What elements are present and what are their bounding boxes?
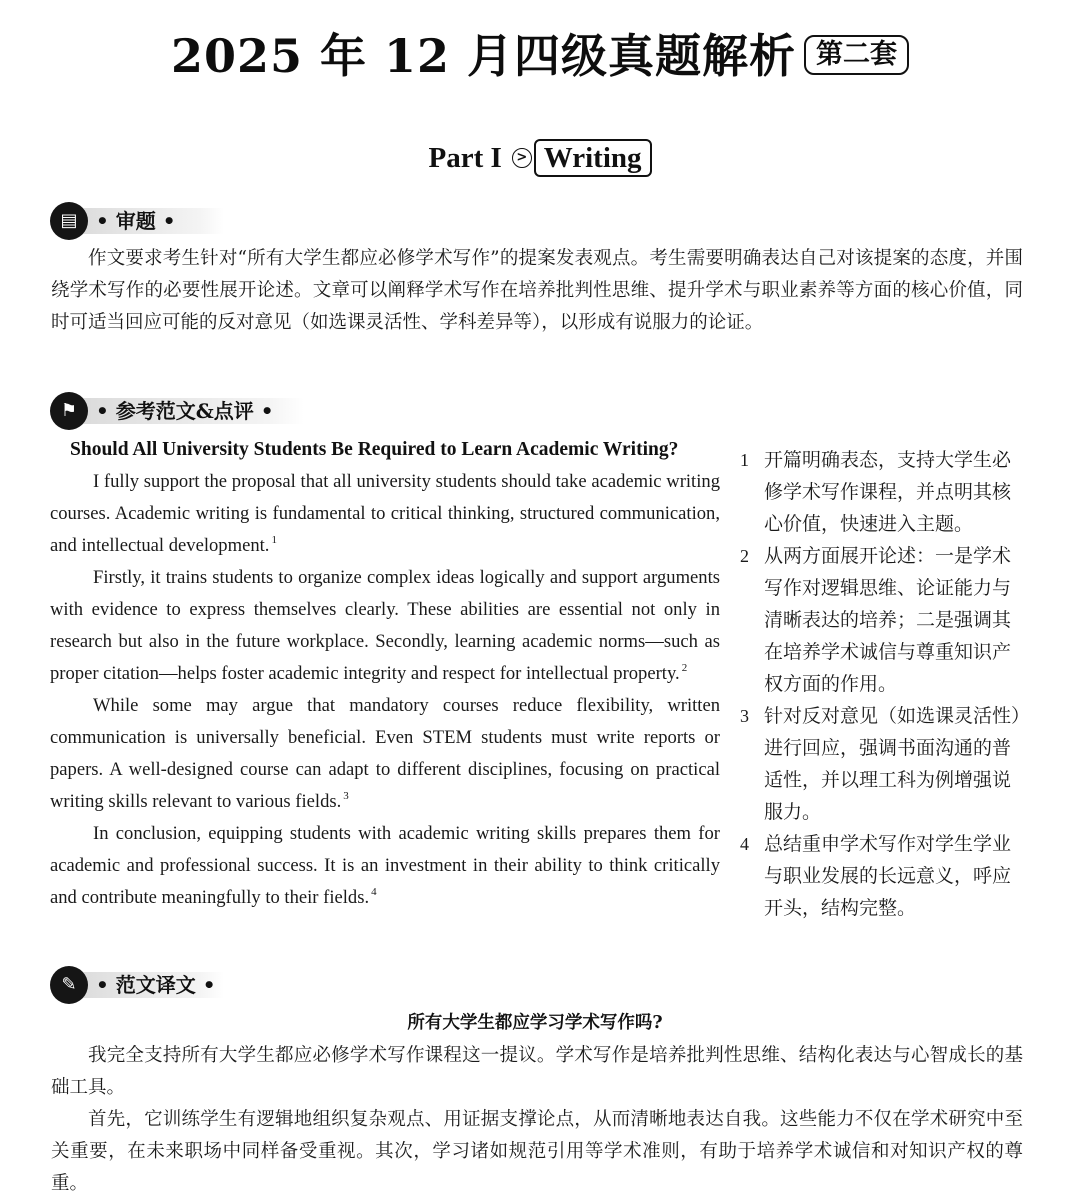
commentary-notes — [740, 444, 1022, 924]
section-header-review — [50, 202, 220, 240]
section-header-sample — [50, 392, 300, 430]
review-body — [51, 243, 1023, 339]
page-title — [0, 26, 1080, 86]
title-text: 2025 年 12 月四级真题解析 — [170, 29, 797, 83]
translation-body — [51, 1040, 1023, 1200]
note-item — [740, 444, 1022, 540]
footnote-ref: 2 — [681, 662, 688, 674]
essay-paragraph: I fully support the proposal that all university students should take academic writing courses. Academic writing is fundamental to critical thinking, structured communication, and intellectual development. $^1$ — [50, 471, 720, 556]
footnote-ref: 1 — [271, 534, 277, 546]
arrow-right-icon: > — [512, 148, 532, 168]
part-name: Writing — [534, 139, 652, 177]
translation-title: 所有大学生都应学习学术写作吗? — [407, 1013, 663, 1033]
note-number: 1 — [740, 450, 749, 470]
section-header-translation — [50, 966, 220, 1004]
note-item — [740, 540, 1022, 700]
note-number: 4 — [740, 834, 749, 854]
sample-essay — [50, 466, 720, 914]
note-text: 开篇明确表态，支持大学生必修学术写作课程，并点明其核心价值，快速进入主题。 — [764, 449, 1012, 535]
essay-paragraph: In conclusion, equipping students with academic writing skills prepares them for academic and professional success. It is an investment in their ability to think critically and contribute meaningfully to their fields. $^4$ — [50, 823, 720, 908]
part-label: Part I — [428, 142, 502, 174]
translation-paragraph: 我完全支持所有大学生都应必修学术写作课程这一提议。学术写作是培养批判性思维、结构化表达与心智成长的基础工具。 — [51, 1045, 1023, 1098]
note-text: 针对反对意见（如选课灵活性）进行回应，强调书面沟通的普适性，并以理工科为例增强说服力。 — [764, 705, 1021, 823]
translation-paragraph: 首先，它训练学生有逻辑地组织复杂观点、用证据支撑论点，从而清晰地表达自我。这些能力不仅在学术研究中至关重要，在未来职场中同样备受重视。其次，学习诸如规范引用等学术准则，有助于培养学术诚信和对知识产权的尊重。 — [51, 1109, 1023, 1194]
note-text: 从两方面展开论述：一是学术写作对逻辑思维、论证能力与清晰表达的培养；二是强调其在培养学术诚信与尊重知识产权方面的作用。 — [764, 545, 1012, 695]
review-paragraph: 作文要求考生针对“所有大学生都应必修学术写作”的提案发表观点。考生需要明确表达自己对该提案的态度，并围绕学术写作的必要性展开论述。文章可以阐释学术写作在培养批判性思维、提升学术与职业素养等方面的核心价值，同时可适当回应可能的反对意见（如选课灵活性、学科差异等），以形成有说服力的论证。 — [51, 248, 1023, 333]
note-item — [740, 828, 1022, 924]
document-icon: ▤ — [50, 202, 88, 240]
essay-paragraph: Firstly, it trains students to organize complex ideas logically and support arguments with evidence to express themselves clearly. These abilities are essential not only in research but also in the future workplace. Secondly, learning academic norms—such as proper citation—helps foster academic integrity and respect for intellectual property. $^2$ — [50, 567, 720, 684]
pen-icon: ✎ — [50, 966, 88, 1004]
essay-paragraph: While some may argue that mandatory courses reduce flexibility, written communication is universally beneficial. Even STEM students must write reports or papers. A well-designed course can adapt to different disciplines, focusing on practical writing skills relevant to various fields. $^3$ — [50, 695, 720, 812]
flag-icon: ⚑ — [50, 392, 88, 430]
essay-title: Should All University Students Be Required to Learn Academic Writing? — [70, 439, 679, 460]
note-number: 3 — [740, 706, 749, 726]
section-label: • 审题 • — [96, 209, 176, 233]
section-label: • 参考范文&点评 • — [96, 399, 274, 423]
set-tag: 第二套 — [804, 35, 909, 75]
note-number: 2 — [740, 546, 749, 566]
footnote-ref: 4 — [371, 886, 377, 898]
footnote-ref: 3 — [343, 790, 349, 802]
note-text: 总结重申学术写作对学生学业与职业发展的长远意义，呼应开头，结构完整。 — [764, 833, 1012, 919]
note-item — [740, 700, 1022, 828]
part-heading — [0, 138, 1080, 178]
section-label: • 范文译文 • — [96, 973, 216, 997]
